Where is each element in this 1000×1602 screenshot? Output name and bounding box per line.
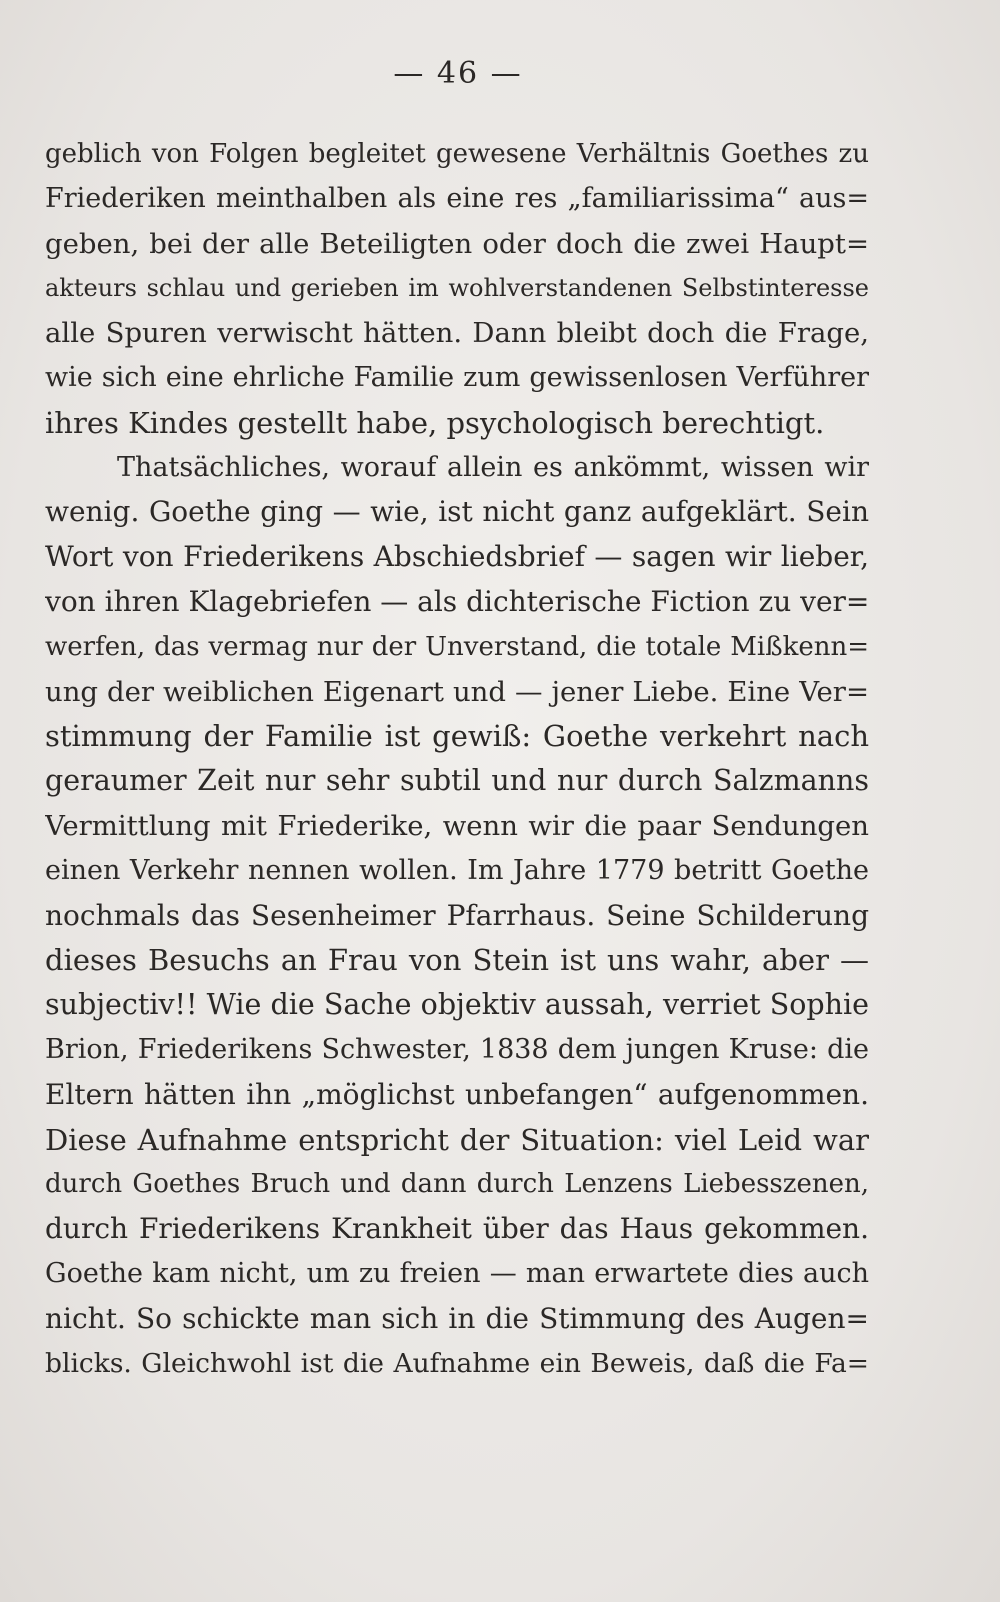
text-line: Brion, Friederikens Schwester, 1838 dem jungen Kruse: die <box>45 1033 869 1065</box>
text-line: akteurs schlau und gerieben im wohlverstandenen Selbstinteresse <box>45 274 869 303</box>
text-line: nochmals das Sesenheimer Pfarrhaus. Seine Schilderung <box>45 898 869 932</box>
text-line: Friederiken meinthalben als eine res „familiarissima“ aus= <box>45 182 869 214</box>
body-text <box>45 132 869 1386</box>
text-line: wenig. Goethe ging — wie, ist nicht ganz aufgeklärt. Sein <box>45 495 869 529</box>
text-line: ihres Kindes gestellt habe, psychologisch berechtigt. <box>45 405 825 440</box>
text-line: subjectiv!! Wie die Sache objektiv aussah, verriet Sophie <box>45 988 869 1022</box>
text-line: Thatsächliches, worauf allein es ankömmt, wissen wir <box>117 451 869 483</box>
text-line: dieses Besuchs an Frau von Stein ist uns wahr, aber — <box>45 943 869 978</box>
page-number: — 46 — <box>393 56 523 91</box>
text-line: ung der weiblichen Eigenart und — jener Liebe. Eine Ver= <box>45 675 869 708</box>
text-line: blicks. Gleichwohl ist die Aufnahme ein Beweis, daß die Fa= <box>45 1347 869 1379</box>
text-line: geben, bei der alle Beteiligten oder doch die zwei Haupt= <box>45 227 869 260</box>
text-line: von ihren Klagebriefen — als dichterische Fiction zu ver= <box>45 584 869 618</box>
text-line: geblich von Folgen begleitet gewesene Verhältnis Goethes zu <box>45 139 869 169</box>
text-line: durch Friederikens Krankheit über das Haus gekommen. <box>45 1212 869 1246</box>
text-line: geraumer Zeit nur sehr subtil und nur durch Salzmanns <box>45 764 869 798</box>
text-line: Eltern hätten ihn „möglichst unbefangen“ aufgenommen. <box>45 1077 869 1111</box>
text-line: Goethe kam nicht, um zu freien — man erwartete dies auch <box>45 1257 869 1289</box>
text-line: nicht. So schickte man sich in die Stimmung des Augen= <box>45 1301 869 1335</box>
text-line: werfen, das vermag nur der Unverstand, die totale Mißkenn= <box>45 631 869 662</box>
text-line: Wort von Friederikens Abschiedsbrief — sagen wir lieber, <box>45 540 869 574</box>
text-line: Diese Aufnahme entspricht der Situation: viel Leid war <box>45 1122 869 1157</box>
text-line: Vermittlung mit Friederike, wenn wir die paar Sendungen <box>45 809 869 842</box>
text-line: durch Goethes Bruch und dann durch Lenzens Liebesszenen, <box>45 1169 869 1200</box>
text-line: einen Verkehr nennen wollen. Im Jahre 1779 betritt Goethe <box>45 854 869 886</box>
text-line: alle Spuren verwischt hätten. Dann bleibt doch die Frage, <box>45 317 869 350</box>
text-line: wie sich eine ehrliche Familie zum gewissenlosen Verführer <box>45 361 869 393</box>
text-line: stimmung der Familie ist gewiß: Goethe verkehrt nach <box>45 719 869 754</box>
